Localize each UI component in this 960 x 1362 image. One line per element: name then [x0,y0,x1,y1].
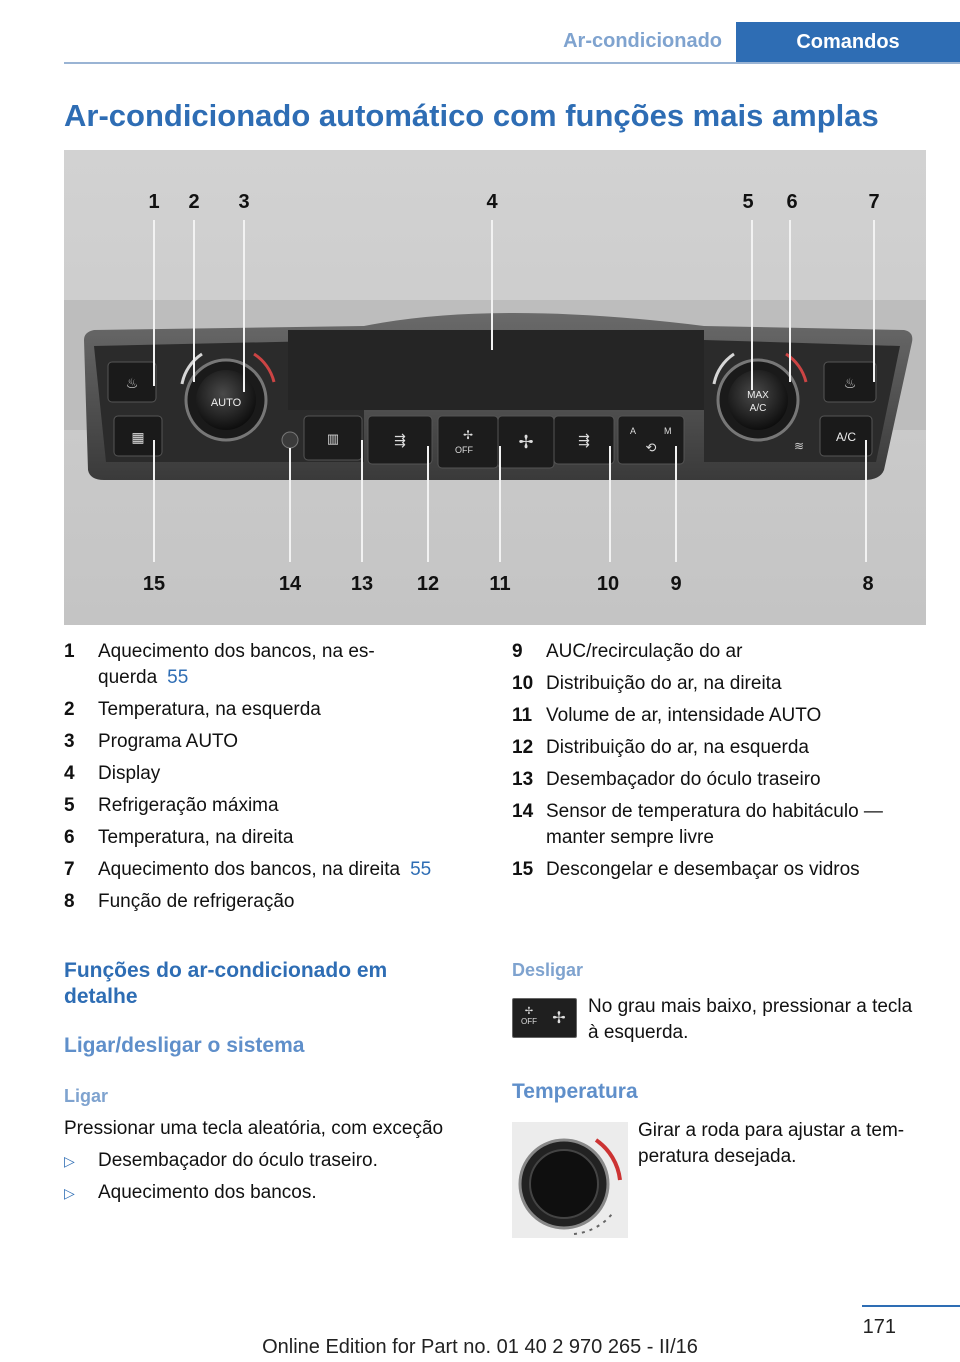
fan-speed-button [498,416,554,468]
svg-text:♨: ♨ [843,375,857,391]
rear-defrost-button [304,416,362,460]
svg-text:✢: ✢ [524,1006,534,1017]
svg-text:A/C: A/C [749,403,767,414]
fan-off-button-icon [512,998,577,1038]
legend-item: 7 Aquecimento dos bancos, na direita 55 [64,859,432,880]
header-section-label: Ar-condicionado [563,30,722,52]
svg-text:OFF: OFF [521,1017,537,1026]
svg-text:A/C: A/C [835,430,857,444]
callout-14: 14 [278,573,302,595]
triangle-bullet-icon: ▷ [64,1153,75,1169]
svg-text:▥: ▥ [326,431,340,446]
callout-13: 13 [350,573,374,595]
legend-item: 15 Descongelar e desembaçar os vidros [512,859,860,880]
svg-text:M: M [664,426,672,436]
header-rule [64,62,960,64]
callout-1: 1 [148,191,160,213]
air-dist-left-button [368,416,432,464]
list-item: ▷ Aquecimento dos bancos. [64,1182,317,1203]
temperatura-text: Girar a roda para ajustar a tem-peratura desejada. [638,1120,905,1167]
svg-text:A: A [630,426,637,436]
recirc-button [618,416,684,464]
svg-text:≋: ≋ [793,439,805,453]
callout-15: 15 [142,573,166,595]
callout-9: 9 [670,573,682,595]
callout-2: 2 [188,191,200,213]
legend-item: 1 Aquecimento dos bancos, na es-querda 55 [64,641,375,688]
svg-text:⇶: ⇶ [394,432,406,448]
section-subheading: Ligar/desligar o sistema [64,1034,305,1057]
legend-item: 13 Desembaçador do óculo traseiro [512,769,821,790]
temperatura-heading: Temperatura [512,1080,638,1103]
svg-text:✢: ✢ [552,1010,566,1027]
ligar-heading: Ligar [64,1086,109,1106]
callout-6: 6 [786,191,798,213]
legend-item: 12 Distribuição do ar, na esquerda [512,737,809,758]
ligar-text: Pressionar uma tecla aleatória, com exceção [64,1118,444,1139]
page-title: Ar-condicionado automático com funções mais amplas [64,98,879,133]
svg-text:✢: ✢ [518,432,534,452]
svg-text:♨: ♨ [125,375,139,391]
svg-text:OFF: OFF [455,445,473,455]
legend-item: 3 Programa AUTO [64,731,239,752]
page-ref-link[interactable]: 55 [167,667,189,688]
list-item: ▷ Desembaçador do óculo traseiro. [64,1150,378,1171]
legend-item: 11 Volume de ar, intensidade AUTO [512,705,822,726]
callout-11: 11 [489,573,511,595]
ac-button [820,416,872,456]
page-number: 171 [862,1316,896,1338]
legend-item: 8 Função de refrigeração [64,891,295,912]
callout-3: 3 [238,191,250,213]
header-tab: Comandos [736,22,960,62]
temp-knob-left [186,360,266,440]
footer-rule [862,1305,960,1307]
temperature-dial-image [512,1122,628,1238]
legend-item: 9 AUC/recirculação do ar [512,641,743,662]
temp-knob-right [718,360,798,440]
desligar-text: No grau mais baixo, pressionar a tecla à esquerda. [588,996,913,1043]
svg-text:MAX: MAX [747,390,769,401]
legend-item: 14 Sensor de temperatura do habitáculo — manter sempre livre [512,801,883,848]
legend-item: 2 Temperatura, na esquerda [64,699,321,720]
triangle-bullet-icon: ▷ [64,1185,75,1201]
svg-text:⇶: ⇶ [578,432,590,448]
callout-10: 10 [596,573,620,595]
section-heading: Funções do ar-condicionado em detalhe [64,959,388,1008]
desligar-heading: Desligar [512,960,584,980]
footer-edition: Online Edition for Part no. 01 40 2 970 265 - II/16 [262,1336,698,1358]
callout-4: 4 [486,191,498,213]
legend-item: 4 Display [64,763,161,784]
legend-left [64,636,464,918]
callout-8: 8 [862,573,874,595]
air-dist-right-button [554,416,614,464]
svg-text:AUTO: AUTO [210,397,242,409]
callout-12: 12 [416,573,440,595]
legend-item: 6 Temperatura, na direita [64,827,294,848]
svg-text:▦: ▦ [131,429,145,445]
fan-off-button [438,416,498,468]
page-ref-link[interactable]: 55 [410,859,432,880]
legend-right [512,636,912,886]
legend-item: 5 Refrigeração máxima [64,795,279,816]
seat-heat-left-button [108,362,156,402]
climate-panel-image [64,150,926,625]
legend-item: 10 Distribuição do ar, na direita [512,673,782,694]
callout-5: 5 [742,191,754,213]
svg-text:✢: ✢ [462,428,474,442]
seat-heat-right-button [824,362,876,402]
callout-7: 7 [868,191,880,213]
svg-text:⟲: ⟲ [645,440,657,455]
